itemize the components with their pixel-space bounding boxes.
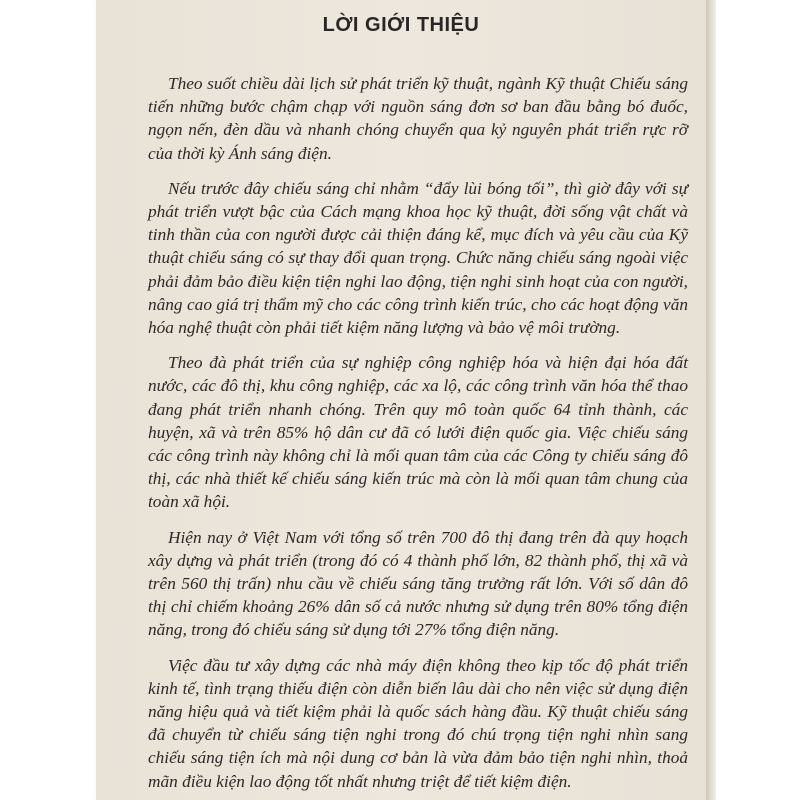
paragraph: Việc đầu tư xây dựng các nhà máy điện không theo kịp tốc độ phát triển kinh tế, tình trạng thiếu điện còn diễn biến lâu dài cho nên việc sử dụng điện năng hiệu quả và tiết kiệm phải là quốc sách hàng đầu. Kỹ thuật chiếu sáng đã chuyển từ chiếu sáng tiện nghi trong đó chú trọng tiện nghi nhìn sang chiếu sáng tiện ích mà nội dung cơ bản là vừa đảm bảo tiện nghi nhìn, thoả mãn điều kiện lao động tốt nhất nhưng triệt để tiết kiệm điện. xyxy=(148,655,688,791)
paragraph: Theo đà phát triển của sự nghiệp công nghiệp hóa và hiện đại hóa đất nước, các đô thị, khu công nghiệp, các xa lộ, các công trình văn hóa thể thao đang phát triển nhanh chóng. Trên quy mô toàn quốc 64 tỉnh thành, các huyện, xã và trên 85% hộ dân cư đã có lưới điện quốc gia. Việc chiếu sáng các công trình này không chỉ là mối quan tâm của các Công ty chiếu sáng đô thị, các nhà thiết kế chiếu sáng kiến trúc mà còn là mối quan tâm chung của toàn xã hội. xyxy=(148,353,688,512)
page-heading: LỜI GIỚI THIỆU xyxy=(322,14,480,36)
book-page xyxy=(96,0,706,800)
paragraph: Nếu trước đây chiếu sáng chỉ nhằm “đẩy lùi bóng tối”, thì giờ đây với sự phát triển vượt bậc của Cách mạng khoa học kỹ thuật, đời sống vật chất và tinh thần của con người được cải thiện đáng kể, mục đích và yêu cầu của Kỹ thuật chiếu sáng có sự thay đổi quan trọng. Chức năng chiếu sáng ngoài việc phải đảm bảo điều kiện tiện nghi lao động, tiện nghi sinh hoạt của con người, nâng cao giá trị thẩm mỹ cho các công trình kiến trúc, cho các hoạt động văn hóa nghệ thuật còn phải tiết kiệm năng lượng và bảo vệ môi trường. xyxy=(148,178,688,338)
body-text xyxy=(148,72,688,800)
paragraph: Theo suốt chiều dài lịch sử phát triển kỹ thuật, ngành Kỹ thuật Chiếu sáng tiến những bước chậm chạp với nguồn sáng đơn sơ ban đầu bằng bó đuốc, ngọn nến, đèn dầu và nhanh chóng chuyển qua kỷ nguyên phát triển rực rỡ của thời kỳ Ánh sáng điện. xyxy=(148,74,688,163)
paragraph: Hiện nay ở Việt Nam với tổng số trên 700 đô thị đang trên đà quy hoạch xây dựng và phát triển (trong đó có 4 thành phố lớn, 82 thành phố, thị xã và trên 560 thị trấn) nhu cầu về chiếu sáng tăng trưởng rất lớn. Với số dân đô thị chỉ chiếm khoảng 26% dân số cả nước nhưng sử dụng trên 80% tổng điện năng, trong đó chiếu sáng sử dụng tới 27% tổng điện năng. xyxy=(148,527,688,640)
